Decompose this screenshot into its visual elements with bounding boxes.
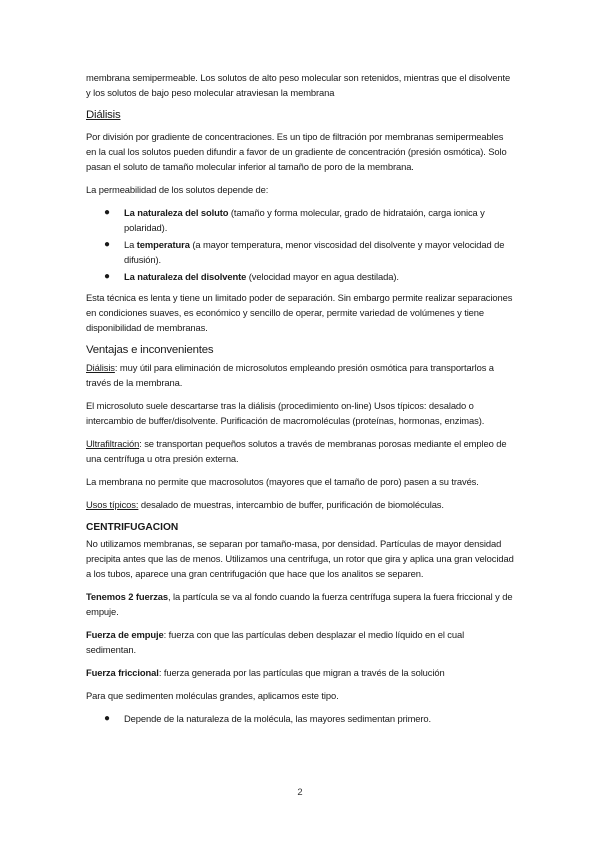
fuerzas-paragraph <box>86 589 516 619</box>
item-prefix: La <box>124 239 137 250</box>
ultrafiltracion-paragraph <box>86 436 516 466</box>
dialisis-text: : muy útil para eliminación de microsolutos empleando presión osmótica para transportarlos a través de la membrana. <box>86 362 494 388</box>
usos-label: Usos típicos: <box>86 499 139 510</box>
item-text: (tamaño y forma molecular, grado de hidrataión, carga ionica y polaridad). <box>124 207 485 233</box>
permeability-list <box>86 205 516 284</box>
friccional-paragraph <box>86 665 516 680</box>
item-text: (velocidad mayor en agua destilada). <box>246 271 399 282</box>
dialisis-label: Diálisis <box>86 362 115 373</box>
item-bold: La naturaleza del soluto <box>124 207 229 218</box>
item-bold: temperatura <box>136 239 190 250</box>
centrifugacion-paragraph-1: No utilizamos membranas, se separan por tamaño-masa, por densidad. Partículas de mayor densidad precipita antes que las de menos. Utilizamos una centrifuga, un rotor que gira y aplica una gran velocidad a los tubos, aparece una gran centrifugación que hace que los analitos se separen. <box>86 538 514 579</box>
item-text: Depende de la naturaleza de la molécula, las mayores sedimentan primero. <box>124 713 432 724</box>
fuerzas-label: Tenemos 2 fuerzas <box>86 591 169 602</box>
bullet-icon: ● <box>104 713 110 724</box>
fuerzas-text: , la partícula se va al fondo cuando la fuerza centrífuga supera la fuera friccional y de empuje. <box>86 591 513 617</box>
bullet-icon: ● <box>104 207 110 218</box>
list-item <box>86 205 516 235</box>
list-item <box>86 269 516 284</box>
usos-text: desalado de muestras, intercambio de buffer, purificación de biomoléculas. <box>138 499 444 510</box>
empuje-text: : fuerza con que las partículas deben desplazar el medio líquido en el cual sedimentan. <box>86 629 465 655</box>
friccional-text: : fuerza generada por las partículas que migran a través de la solución <box>158 667 445 678</box>
item-text: (a mayor temperatura, menor viscosidad del disolvente y mayor velocidad de difusión). <box>124 239 505 265</box>
heading-centrifugacion: CENTRIFUGACION <box>86 522 179 533</box>
item-bold: La naturaleza del disolvente <box>124 271 247 282</box>
dialisis-paragraph-1: Por división por gradiente de concentraciones. Es un tipo de filtración por membranas semipermeables en la cual los solutos pueden difundir a favor de un gradiente de concentración (presión osmótica). Solo pasan el soluto de tamaño molecular inferior al tamaño de poro de la membrana. <box>86 131 507 172</box>
ultrafiltracion-label: Ultrafiltración <box>86 438 140 449</box>
usos-paragraph <box>86 497 516 512</box>
microsoluto-paragraph: El microsoluto suele descartarse tras la diálisis (procedimiento on-line) Usos típicos: desalado o intercambio de buffer/disolvente. Purificación de macromoléculas (proteínas, hormonas, enzimas). <box>86 400 485 426</box>
heading-ventajas: Ventajas e inconvenientes <box>86 344 214 356</box>
document-body <box>86 70 516 732</box>
empuje-paragraph <box>86 627 516 657</box>
list-item <box>86 711 516 726</box>
ventajas-dialisis-paragraph <box>86 360 516 390</box>
empuje-label: Fuerza de empuje <box>86 629 164 640</box>
bullet-icon: ● <box>104 271 110 282</box>
heading-dialisis: Diálisis <box>86 109 121 121</box>
intro-paragraph: membrana semipermeable. Los solutos de alto peso molecular son retenidos, mientras que el disolvente y los solutos de bajo peso molecular atraviesan la membrana <box>86 72 511 98</box>
dialisis-paragraph-2: La permeabilidad de los solutos depende de: <box>86 184 269 195</box>
ultrafiltracion-text: : se transportan pequeños solutos a través de membranas porosas mediante el empleo de una centrífuga u otra presión externa. <box>86 438 507 464</box>
centrifugacion-list <box>86 711 516 726</box>
friccional-label: Fuerza friccional <box>86 667 159 678</box>
bullet-icon: ● <box>104 239 110 250</box>
membrana-paragraph: La membrana no permite que macrosolutos (mayores que el tamaño de poro) pasen a su través. <box>86 476 479 487</box>
list-item <box>86 237 516 267</box>
page-number: 2 <box>297 786 303 797</box>
sediment-paragraph: Para que sedimenten moléculas grandes, aplicamos este tipo. <box>86 690 339 701</box>
dialisis-paragraph-3: Esta técnica es lenta y tiene un limitado poder de separación. Sin embargo permite realizar separaciones en condiciones suaves, es económico y sencillo de operar, permite variedad de volúmenes y tiene disponibilidad de membranas. <box>86 292 513 333</box>
